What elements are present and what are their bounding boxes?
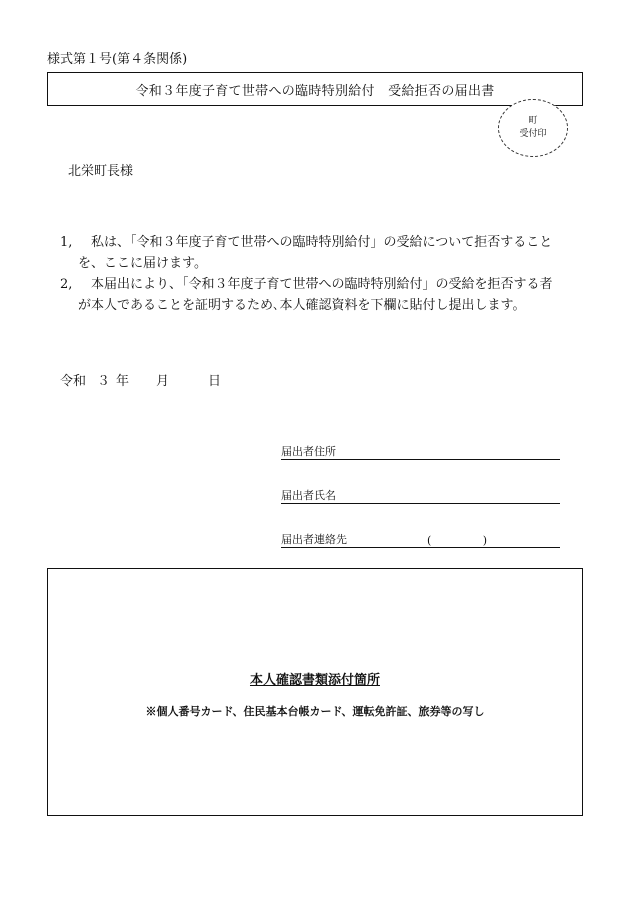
applicant-name-field[interactable]: [281, 487, 560, 504]
date-year-unit: 年: [116, 374, 130, 389]
form-number: 様式第１号(第４条関係): [47, 52, 188, 67]
statement-text: 本届出により、「令和３年度子育て世帯への臨時特別給付」の受給を拒否する者が本人であることを証明するため､本人確認資料を下欄に貼付し提出します。: [78, 277, 553, 313]
paren-open: (: [427, 534, 432, 547]
date-day-unit: 日: [208, 374, 222, 389]
statement-number: 2,: [60, 277, 73, 292]
reception-stamp-area: [498, 99, 568, 157]
applicant-name-label: 届出者氏名: [281, 489, 336, 502]
document-title: [47, 72, 583, 106]
statement-number: 1,: [60, 235, 73, 250]
stamp-line-town: 町: [528, 116, 538, 126]
applicant-contact-label: 届出者連絡先: [281, 533, 347, 546]
document-title-text: 令和３年度子育て世帯への臨時特別給付 受給拒否の届出書: [135, 83, 495, 99]
statement-item-1: [60, 232, 555, 274]
applicant-address-field[interactable]: [281, 443, 560, 460]
date-era: 令和: [60, 374, 87, 389]
attachment-note: ※個人番号カード、住民基本台帳カード、運転免許証、旅券等の写し: [145, 705, 485, 718]
statement-item-2: [60, 274, 555, 316]
id-document-attachment-area[interactable]: [47, 568, 583, 816]
stamp-line-reception: 受付印: [519, 129, 547, 139]
applicant-contact-field[interactable]: [281, 531, 560, 548]
date-year: ３: [97, 374, 111, 389]
attachment-title: 本人確認書類添付箇所: [249, 673, 380, 688]
addressee: 北栄町長様: [68, 164, 134, 179]
statement-text: 私は、「令和３年度子育て世帯への臨時特別給付」の受給について拒否することを、ここに届けます。: [78, 235, 553, 271]
applicant-address-label: 届出者住所: [281, 445, 336, 458]
paren-close: ): [482, 534, 487, 547]
date-month-unit: 月: [156, 374, 170, 389]
contact-parentheses: [427, 534, 487, 547]
